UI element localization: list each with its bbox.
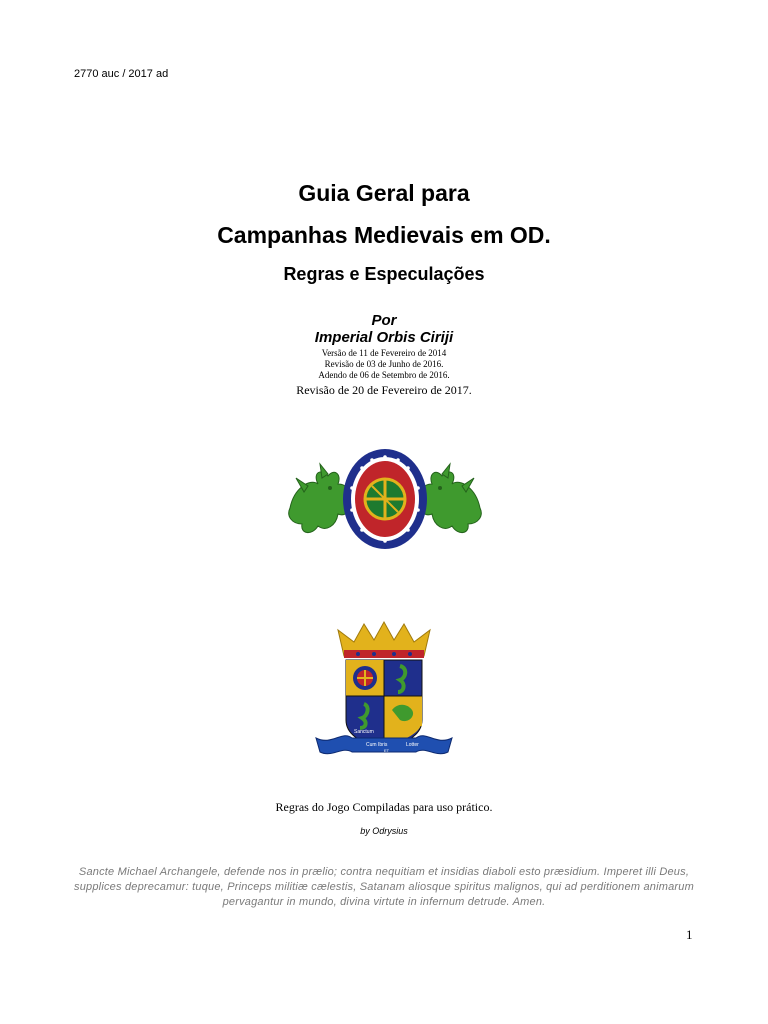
imperial-seal-icon: [343, 449, 427, 549]
banner-text: Cum Ibris: [366, 742, 388, 748]
rules-caption: Regras do Jogo Compiladas para uso prático.: [275, 800, 493, 814]
banner-text: Sanctum: [354, 729, 374, 735]
header-note: 2770 auc / 2017 ad: [74, 68, 169, 80]
title-line-1: Guia Geral para: [298, 180, 470, 206]
page-number: 1: [686, 927, 693, 942]
prayer-paragraph: Sancte Michael Archangele, defende nos in prælio; contra nequitiam et insidias diaboli esto præsidium. Imperet illi Deus, supplices deprecamur: tuque, Princeps militiæ cælestis, Satanam aliosque spiritus malignos, qui ad perditionem animarum pervagantur in mundo, divina virtute in infernum detrude. Amen.: [74, 866, 694, 908]
banner-text: Lotter: [406, 742, 419, 748]
crown-icon: [338, 622, 430, 658]
compiler-credit: by Odrysius: [360, 826, 408, 836]
author-name: Imperial Orbis Ciriji: [314, 329, 454, 346]
title-line-2: Campanhas Medievais em OD.: [217, 222, 551, 248]
banner-text: ET: [384, 748, 390, 753]
subtitle: Regras e Especulações: [283, 264, 485, 284]
addendum-line: Adendo de 06 de Setembro de 2016.: [318, 370, 450, 380]
by-label: Por: [371, 312, 397, 329]
version-line: Versão de 11 de Fevereiro de 2014: [321, 348, 447, 358]
left-dragon-icon: [289, 464, 349, 533]
coat-of-arms-emblem: [312, 620, 456, 758]
revision-line-latest: Revisão de 20 de Fevereiro de 2017.: [296, 383, 472, 397]
dragon-seal-emblem: [282, 448, 488, 550]
revision-line: Revisão de 03 de Junho de 2016.: [324, 359, 444, 369]
right-dragon-icon: [421, 464, 481, 533]
